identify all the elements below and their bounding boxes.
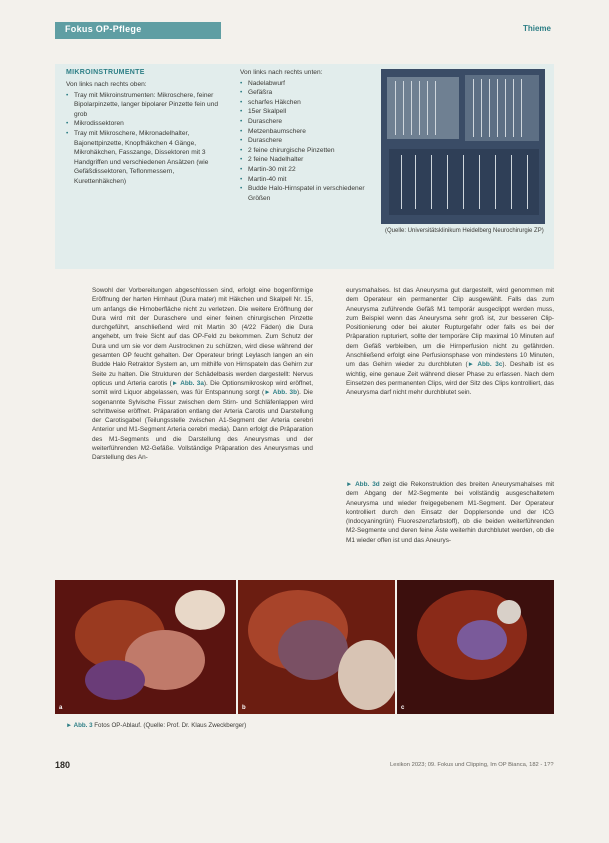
body-text: ). Die sogenannte Sylvische Fissur zwischen dem Stirn- und Schläfenlappen wird schrittweise eröffnet. Präparation entlang der Arteria Carotis und Darstellung der Carotisgabel (Teilungsstelle zwischen A1-Segment der Arteria cerebri Anterior und M1-Segment Arteria cerebri media). Dann erfolgt die Präparation des M1-Segments und die Darstellung des Aneurysmas und der weiterführenden M2-Gefäße. Vollständige Präparation des Aneurysmas und Darstellung des An- <box>92 389 313 462</box>
instrument-tray <box>387 77 459 139</box>
instrument <box>489 79 490 137</box>
figure-reference-link[interactable]: ► Abb. 3b <box>264 389 297 397</box>
list-item: • Metzenbaumschere <box>240 127 380 137</box>
tissue-shape <box>85 660 145 700</box>
instrument <box>395 81 396 135</box>
surgery-photo-b <box>238 580 395 714</box>
aneurysm-shape <box>457 620 507 660</box>
body-text: ). Die Optionsmikroskop wird eröffnet, somit wird Liquor abgelassen, was für Entspannung sorgt ( <box>92 379 313 397</box>
info-box-title: MIKROINSTRUMENTE <box>66 69 145 76</box>
instrument <box>473 79 474 137</box>
body-text: eurysmahalses. Ist das Aneurysma gut dargestellt, wird genommen mit dem Operateur ein permanenter Clip ausgewählt. Falls das zum Aneurysma zuführende Gefäß M1 temporär ausgeclippt werden muss, zum Beispiel wenn das Aneurysma sehr groß ist, zur besseren Clip-Positionierung oder bei akuter Rupturgefahr oder falls es bei der Präparation rupturiert, sollte der temporäre Clip maximal 10 Minuten auf dem Gefäß verbleiben, um die Hirnperfusion nicht zu gefährden. Anschließend erfolgt eine Perfusionsphase von mindestens 10 Minuten, um das Gehirn wieder zu durchbluten ( <box>346 287 554 369</box>
list-item: • Duraschere <box>240 136 380 146</box>
list-item: • Budde Halo-Hirnspatel in verschiedener Größen <box>240 184 380 203</box>
instrument <box>481 79 482 137</box>
info-box-column-middle <box>240 68 380 203</box>
info-box-middle-intro: Von links nach rechts unten: <box>240 69 323 76</box>
instrument <box>527 155 528 209</box>
body-text: ). Deshalb ist es wichtig, eine genaue Zeit während dieser Phase zu erfassen. Nach dem Einsetzen des permanenten Clips, wird der Sitz des Clips kontrolliert, das Aneurysma darf nicht mehr durchblutet sein. <box>346 361 554 397</box>
body-text: zeigt die Rekonstruktion des breiten Aneurysmahalses mit dem Abgang der M2-Segmente bei vollständig ausgeschaltetem Aneurysma und wieder freigegebenem M1-Segment. Der Operateur kontrolliert durch den Einsatz der Dopplersonde und der ICG (Indocyaningrün) Fluoreszenzfarbstoff), ob die beiden weiterführenden M2-Segmente und deren feine Äste weiterhin durchblutet werden, ob die M1 wieder offen ist und das Aneurys- <box>346 481 554 544</box>
instrument <box>511 155 512 209</box>
section-header-band <box>55 22 221 39</box>
surgery-photo-strip <box>55 580 554 714</box>
instrument <box>427 81 428 135</box>
figure-reference-link[interactable]: ► Abb. 3c <box>467 361 503 369</box>
info-box-column-left <box>66 80 226 187</box>
footer-source: Lexikon 2023; 09. Fokus und Clipping, Im OP Bianca, 182 - 1?? <box>390 762 554 768</box>
list-item: • scharfes Häkchen <box>240 98 380 108</box>
instrument <box>479 155 480 209</box>
section-header-label: Fokus OP-Pflege <box>65 24 142 34</box>
instrument <box>495 155 496 209</box>
figure-caption-ref: ► Abb. 3 <box>66 722 93 729</box>
list-item: • Gefäßra <box>240 88 380 98</box>
surgery-photo-a <box>55 580 236 714</box>
list-item: • 15er Skalpell <box>240 107 380 117</box>
instruments-photo-caption: (Quelle: Universitätsklinikum Heidelberg Neurochirurgie ZP) <box>385 228 544 234</box>
instrument-tray <box>465 75 539 141</box>
photo-label: b <box>242 705 246 711</box>
instrument-tray <box>389 149 539 215</box>
list-item: • Martin-40 mit <box>240 175 380 185</box>
instrument <box>513 79 514 137</box>
body-column-right-top <box>346 286 554 398</box>
list-item: • Nadelabwurf <box>240 79 380 89</box>
list-item: • Duraschere <box>240 117 380 127</box>
figure-caption-text: Fotos OP-Ablauf. (Quelle: Prof. Dr. Klaus Zweckberger) <box>92 722 247 729</box>
clip-shape <box>497 600 521 624</box>
photo-label: a <box>59 705 63 711</box>
publisher-tag: Thieme <box>522 24 551 33</box>
instrument <box>521 79 522 137</box>
instrument <box>415 155 416 209</box>
photo-label: c <box>401 705 405 711</box>
cotton-pad-shape <box>175 590 225 630</box>
body-text: Sowohl der Vorbereitungen abgeschlossen sind, erfolgt eine bogenförmige Eröffnung der harten Hirnhaut (Dura mater) mit Häkchen und Skalpell Nr. 15, um anfangs die Hirnoberfläche nicht zu verletzen. Die weitere Eröffnung der Dura wird mit der Duraschere und einer feinen chirurgischen Pinzette durchgeführt, anschließend wird mit Martin 30 (4/22 Fäden) die Dura angehebt, um freie Sicht auf das OP-Feld zu bekommen. Zum Schutz der Dura und um sie vor dem Austrocknen zu schützen, wird diese während der gesamten OP feucht gehalten. Der Operateur bringt Leylasch langen an ein Budde Halo Retraktor System an, um mithilfe von Hirnspateln das Gehirn zur Seite zu halten. Die Strukturen der Schädelbasis werden dargestellt: Nervus opticus und Arteria carotis ( <box>92 287 313 387</box>
body-column-left <box>92 286 313 463</box>
list-item: • 2 feine Nadelhalter <box>240 155 380 165</box>
info-box-middle-list <box>240 79 380 204</box>
instrument <box>497 79 498 137</box>
instrument <box>419 81 420 135</box>
info-box-left-intro: Von links nach rechts oben: <box>66 81 147 88</box>
list-item: • Tray mit Mikroinstrumenten: Mikroschere, feiner Bipolarpinzette, langer bipolarer Pinzette fein und grob <box>66 91 226 120</box>
surgery-photo-c <box>397 580 554 714</box>
list-item: • Mikrodissektoren <box>66 119 226 129</box>
instrument <box>447 155 448 209</box>
figure-reference-link[interactable]: ► Abb. 3a <box>171 379 204 387</box>
body-column-right-bottom <box>346 480 554 545</box>
instrument <box>401 155 402 209</box>
instrument <box>431 155 432 209</box>
list-item: • 2 feine chirurgische Pinzetten <box>240 146 380 156</box>
instrument <box>411 81 412 135</box>
figure-reference-link[interactable]: ► Abb. 3d <box>346 481 380 488</box>
instrument <box>403 81 404 135</box>
figure-caption <box>66 722 246 729</box>
instrument <box>435 81 436 135</box>
list-item: • Tray mit Mikroschere, Mikronadelhalter, Bajonettpinzette, Knopfhäkchen 4 Gänge, Mikrohäkchen, Fasszange, Dissektoren mit 3 Handgriffen und verschiedenen Ansätzen (wie Gefäßdissektoren, Teflonmessern, Kurettenhäkchen) <box>66 129 226 187</box>
list-item: • Martin-30 mit 22 <box>240 165 380 175</box>
instruments-photo <box>381 69 545 224</box>
instrument <box>463 155 464 209</box>
page-number: 180 <box>55 760 71 770</box>
info-box-left-list <box>66 91 226 187</box>
instrument <box>505 79 506 137</box>
cotton-pad-shape <box>338 640 395 710</box>
